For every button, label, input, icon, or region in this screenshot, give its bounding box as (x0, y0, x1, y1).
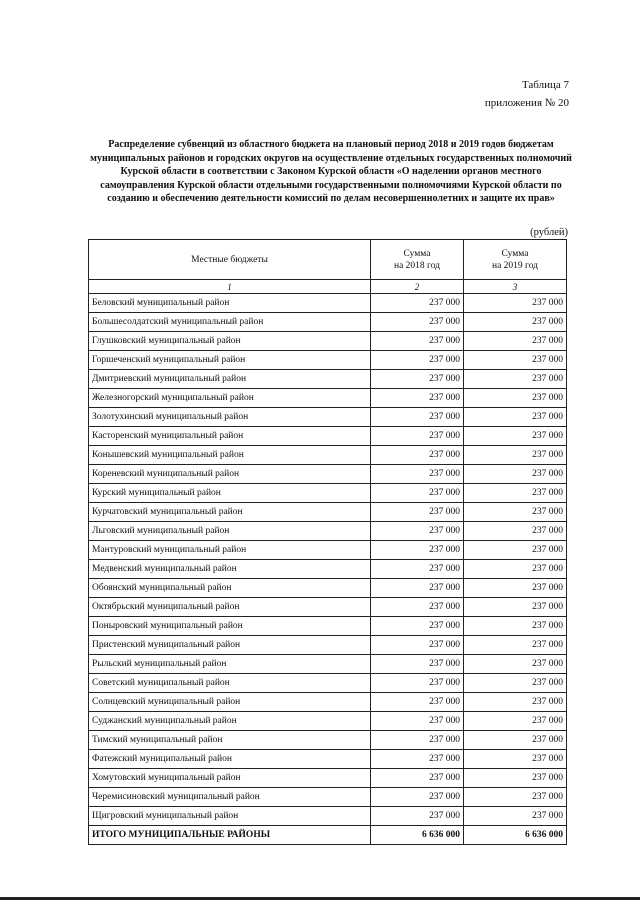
sum-2018-cell: 237 000 (371, 370, 464, 389)
total-2019-cell: 6 636 000 (464, 826, 567, 845)
sum-2018-cell: 237 000 (371, 769, 464, 788)
sum-2018-cell: 237 000 (371, 446, 464, 465)
sum-2018-cell: 237 000 (371, 541, 464, 560)
sum-2019-cell: 237 000 (464, 522, 567, 541)
sum-2019-cell: 237 000 (464, 750, 567, 769)
district-name-cell: Медвенский муниципальный район (89, 560, 371, 579)
sum-2019-cell: 237 000 (464, 693, 567, 712)
district-name-cell: Конышевский муниципальный район (89, 446, 371, 465)
table-number-label: Таблица 7 (521, 79, 569, 91)
district-name-cell: Дмитриевский муниципальный район (89, 370, 371, 389)
units-label: (рублей) (530, 227, 568, 238)
table-row (89, 788, 567, 807)
sum-2018-cell: 237 000 (371, 389, 464, 408)
sum-2019-cell: 237 000 (464, 313, 567, 332)
sum-2018-cell: 237 000 (371, 408, 464, 427)
sum-2018-cell: 237 000 (371, 484, 464, 503)
sum-2018-cell: 237 000 (371, 522, 464, 541)
table-row (89, 332, 567, 351)
sum-2018-cell: 237 000 (371, 560, 464, 579)
sum-2019-cell: 237 000 (464, 731, 567, 750)
sum-2018-cell: 237 000 (371, 807, 464, 826)
table-row (89, 579, 567, 598)
total-row (89, 826, 567, 845)
table-row (89, 560, 567, 579)
sum-2018-cell: 237 000 (371, 788, 464, 807)
sum-2018-cell: 237 000 (371, 655, 464, 674)
district-name-cell: Курский муниципальный район (89, 484, 371, 503)
sum-2019-cell: 237 000 (464, 769, 567, 788)
table-row (89, 693, 567, 712)
sum-2019-cell: 237 000 (464, 484, 567, 503)
sum-2019-cell: 237 000 (464, 503, 567, 522)
district-name-cell: Беловский муниципальный район (89, 294, 371, 313)
total-label-cell: ИТОГО МУНИЦИПАЛЬНЫЕ РАЙОНЫ (89, 826, 371, 845)
table-row (89, 465, 567, 484)
sum-2019-cell: 237 000 (464, 788, 567, 807)
district-name-cell: Мантуровский муниципальный район (89, 541, 371, 560)
header-local-budgets (89, 240, 371, 280)
table-row (89, 370, 567, 389)
column-number: 2 (371, 280, 464, 294)
subvention-table (88, 239, 567, 845)
sum-2019-cell: 237 000 (464, 427, 567, 446)
table-row (89, 617, 567, 636)
district-name-cell: Глушковский муниципальный район (89, 332, 371, 351)
district-name-cell: Курчатовский муниципальный район (89, 503, 371, 522)
district-name-cell: Льговский муниципальный район (89, 522, 371, 541)
district-name-cell: Солнцевский муниципальный район (89, 693, 371, 712)
table-row (89, 503, 567, 522)
table-row (89, 427, 567, 446)
table-row (89, 294, 567, 313)
sum-2018-cell: 237 000 (371, 503, 464, 522)
sum-2018-cell: 237 000 (371, 712, 464, 731)
total-2018-cell: 6 636 000 (371, 826, 464, 845)
sum-2018-cell: 237 000 (371, 617, 464, 636)
sum-2018-cell: 237 000 (371, 294, 464, 313)
table-row (89, 731, 567, 750)
sum-2019-cell: 237 000 (464, 598, 567, 617)
table-row (89, 522, 567, 541)
sum-2018-cell: 237 000 (371, 351, 464, 370)
district-name-cell: Пристенский муниципальный район (89, 636, 371, 655)
district-name-cell: Горшеченский муниципальный район (89, 351, 371, 370)
table-row (89, 408, 567, 427)
column-number: 1 (89, 280, 371, 294)
sum-2019-cell: 237 000 (464, 579, 567, 598)
district-name-cell: Тимский муниципальный район (89, 731, 371, 750)
document-title: Распределение субвенций из областного бюджета на плановый период 2018 и 2019 годов бюджетам муниципальных районов и городских округов на осуществление отдельных государственных полномочий Курской области в соответствии с Законом Курской области «О наделении органов местного самоуправления Курской области отдельными государственными полномочиями Курской области по созданию и обеспечению деятельности комиссий по делам несовершеннолетних и защите их прав» (90, 139, 572, 204)
table-row (89, 655, 567, 674)
district-name-cell: Октябрьский муниципальный район (89, 598, 371, 617)
sum-2018-cell: 237 000 (371, 465, 464, 484)
district-name-cell: Поныровский муниципальный район (89, 617, 371, 636)
page-bottom-rule (0, 897, 640, 900)
sum-2019-cell: 237 000 (464, 332, 567, 351)
district-name-cell: Кореневский муниципальный район (89, 465, 371, 484)
header-sum-2019-text: Сумма на 2019 год (491, 248, 539, 271)
sum-2018-cell: 237 000 (371, 579, 464, 598)
district-name-cell: Хомутовский муниципальный район (89, 769, 371, 788)
district-name-cell: Золотухинский муниципальный район (89, 408, 371, 427)
sum-2019-cell: 237 000 (464, 636, 567, 655)
sum-2019-cell: 237 000 (464, 465, 567, 484)
district-name-cell: Железногорский муниципальный район (89, 389, 371, 408)
table-row (89, 389, 567, 408)
table-row (89, 484, 567, 503)
sum-2019-cell: 237 000 (464, 712, 567, 731)
table-row (89, 636, 567, 655)
sum-2019-cell: 237 000 (464, 807, 567, 826)
sum-2019-cell: 237 000 (464, 370, 567, 389)
sum-2018-cell: 237 000 (371, 427, 464, 446)
sum-2018-cell: 237 000 (371, 731, 464, 750)
district-name-cell: Обоянский муниципальный район (89, 579, 371, 598)
table-row (89, 769, 567, 788)
table-row (89, 446, 567, 465)
district-name-cell: Советский муниципальный район (89, 674, 371, 693)
header-sum-2018-text: Сумма на 2018 год (393, 248, 441, 271)
sum-2019-cell: 237 000 (464, 446, 567, 465)
district-name-cell: Черемисиновский муниципальный район (89, 788, 371, 807)
sum-2018-cell: 237 000 (371, 332, 464, 351)
sum-2019-cell: 237 000 (464, 294, 567, 313)
header-sum-2019 (464, 240, 567, 280)
sum-2019-cell: 237 000 (464, 541, 567, 560)
sum-2018-cell: 237 000 (371, 598, 464, 617)
sum-2019-cell: 237 000 (464, 655, 567, 674)
column-number: 3 (464, 280, 567, 294)
header-local-budgets-text: Местные бюджеты (191, 254, 268, 265)
sum-2019-cell: 237 000 (464, 389, 567, 408)
sum-2019-cell: 237 000 (464, 674, 567, 693)
table-row (89, 750, 567, 769)
table-row (89, 313, 567, 332)
table-row (89, 712, 567, 731)
sum-2018-cell: 237 000 (371, 674, 464, 693)
column-number-row (89, 280, 567, 294)
table-row (89, 541, 567, 560)
table-row (89, 807, 567, 826)
district-name-cell: Большесолдатский муниципальный район (89, 313, 371, 332)
table-body (89, 294, 567, 845)
district-name-cell: Суджанский муниципальный район (89, 712, 371, 731)
appendix-label: приложения № 20 (484, 97, 569, 109)
table-header-row (89, 240, 567, 280)
table-row (89, 598, 567, 617)
sum-2018-cell: 237 000 (371, 313, 464, 332)
sum-2018-cell: 237 000 (371, 636, 464, 655)
sum-2018-cell: 237 000 (371, 693, 464, 712)
sum-2019-cell: 237 000 (464, 408, 567, 427)
table-row (89, 351, 567, 370)
header-sum-2018 (371, 240, 464, 280)
sum-2019-cell: 237 000 (464, 351, 567, 370)
table-row (89, 674, 567, 693)
sum-2019-cell: 237 000 (464, 617, 567, 636)
district-name-cell: Касторенский муниципальный район (89, 427, 371, 446)
district-name-cell: Фатежский муниципальный район (89, 750, 371, 769)
sum-2018-cell: 237 000 (371, 750, 464, 769)
district-name-cell: Рыльский муниципальный район (89, 655, 371, 674)
sum-2019-cell: 237 000 (464, 560, 567, 579)
district-name-cell: Щигровский муниципальный район (89, 807, 371, 826)
